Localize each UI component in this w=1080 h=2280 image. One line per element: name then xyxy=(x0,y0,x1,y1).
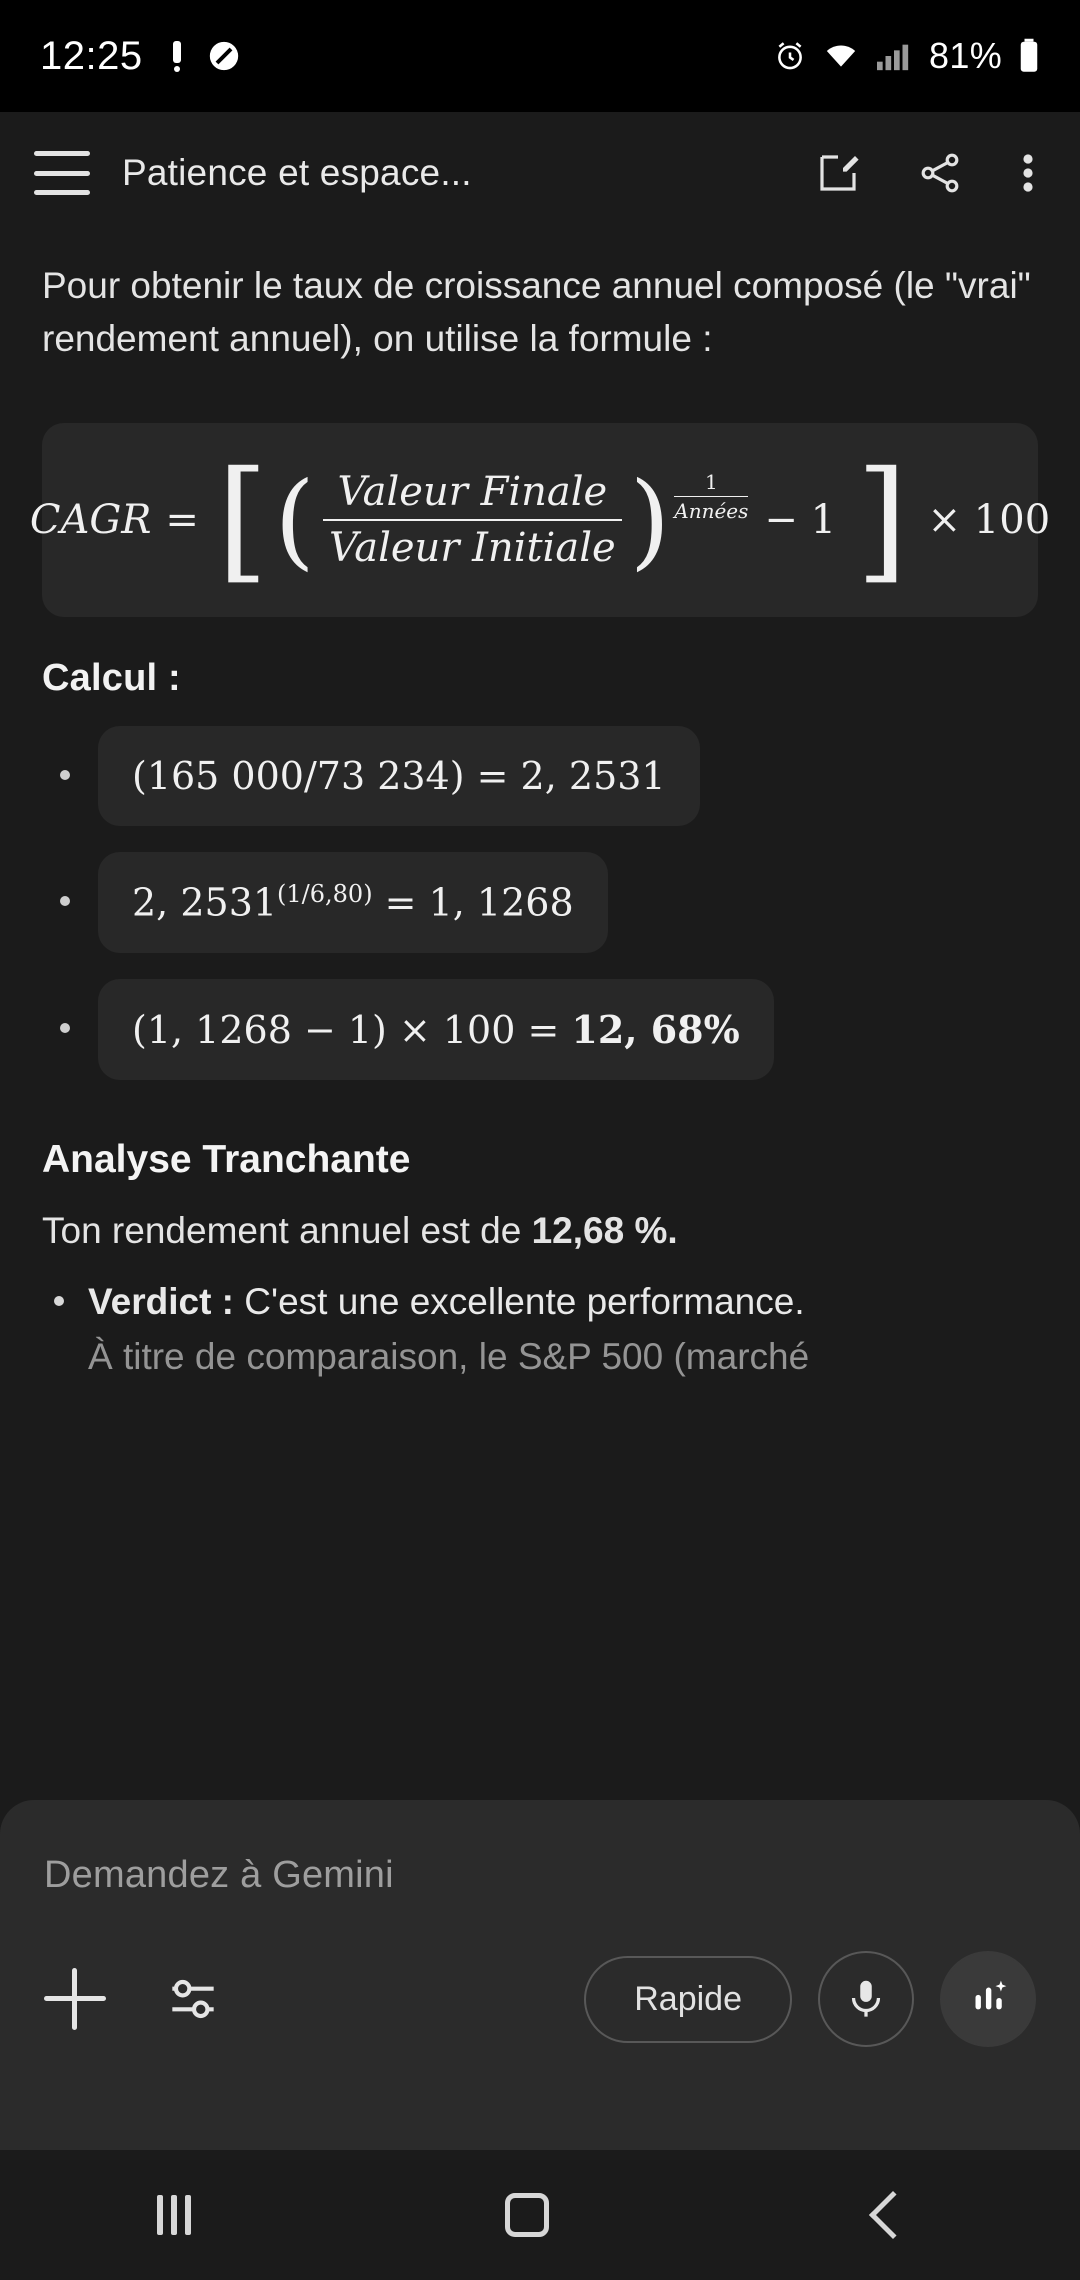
do-not-disturb-icon xyxy=(207,39,241,73)
list-item xyxy=(42,979,1038,1080)
plus-icon[interactable] xyxy=(44,1968,106,2030)
formula-times-100: × 100 xyxy=(927,497,1051,544)
calc-step-2-exponent: (1/6,80) xyxy=(277,880,373,909)
left-paren-icon: ( xyxy=(274,458,315,581)
calc-step-2 xyxy=(98,852,608,953)
microphone-button[interactable] xyxy=(818,1951,914,2047)
sim-icon xyxy=(169,39,185,73)
formula-numerator: Valeur Finale xyxy=(337,469,608,516)
page-title: Patience et espace... xyxy=(122,152,472,193)
calc-step-3-lead: (1, 1268 − 1) × 100 = xyxy=(132,1007,572,1052)
calc-step-3 xyxy=(98,979,774,1080)
exponent-numerator: 1 xyxy=(704,469,718,494)
right-paren-icon: ) xyxy=(629,458,671,581)
analysis-heading: Analyse Tranchante xyxy=(42,1137,411,1181)
status-time: 12:25 xyxy=(40,33,143,78)
share-icon[interactable] xyxy=(916,149,964,197)
cagr-formula xyxy=(29,442,1051,597)
truncated-line: À titre de comparaison, le S&P 500 (marché xyxy=(88,1336,810,1378)
microphone-icon xyxy=(843,1976,889,2022)
exponent-denominator: Années xyxy=(674,496,748,523)
composer-panel[interactable] xyxy=(0,1800,1080,2150)
calc-step-2-rest: = 1, 1268 xyxy=(372,880,574,925)
formula-equals: = xyxy=(165,497,199,544)
formula-minus-one: − 1 xyxy=(764,497,837,544)
analysis-paragraph-text: Ton rendement annuel est de xyxy=(42,1209,532,1251)
overflow-menu-icon[interactable] xyxy=(1018,149,1038,197)
analysis-paragraph xyxy=(42,1210,1038,1252)
verdict-label: Verdict : xyxy=(88,1280,234,1322)
composer-actions xyxy=(44,1951,1036,2047)
formula-fraction xyxy=(323,469,622,571)
list-item xyxy=(42,852,1038,953)
status-bar xyxy=(0,0,1080,112)
status-right-icons xyxy=(773,35,1040,77)
hamburger-icon[interactable] xyxy=(34,151,90,195)
mode-chip-rapide[interactable]: Rapide xyxy=(584,1956,792,2043)
status-left-icons xyxy=(169,39,241,73)
formula-lhs: CAGR xyxy=(29,497,152,544)
formula-exponent xyxy=(674,470,748,523)
gemini-live-button[interactable] xyxy=(940,1951,1036,2047)
signal-icon xyxy=(875,39,913,73)
battery-icon xyxy=(1018,38,1040,74)
system-nav-bar xyxy=(0,2150,1080,2280)
verdict-text: C'est une excellente performance. xyxy=(244,1280,805,1322)
formula-card xyxy=(29,423,1051,617)
conversation-content[interactable] xyxy=(0,234,1080,2280)
bullet-icon xyxy=(60,770,70,780)
composer-right-actions xyxy=(584,1951,1036,2047)
recents-button[interactable] xyxy=(157,2195,191,2235)
wifi-icon xyxy=(823,39,859,73)
calc-step-3-result: 12, 68% xyxy=(571,1006,740,1052)
calc-heading: Calcul : xyxy=(42,657,181,700)
calc-step-1: (165 000/73 234) = 2, 2531 xyxy=(98,726,700,826)
app-bar xyxy=(0,112,1080,234)
calc-steps-list xyxy=(42,726,1038,1080)
back-button[interactable] xyxy=(863,2198,923,2232)
gemini-live-icon xyxy=(963,1974,1013,2024)
tune-icon[interactable] xyxy=(162,1968,224,2030)
analysis-paragraph-value: 12,68 %. xyxy=(531,1209,678,1251)
right-bracket-icon: ] xyxy=(856,442,908,597)
edit-icon[interactable] xyxy=(814,149,862,197)
left-bracket-icon: [ xyxy=(216,442,269,597)
home-button[interactable] xyxy=(505,2193,549,2237)
bullet-icon xyxy=(60,1023,70,1033)
app-bar-actions xyxy=(814,149,1046,197)
bullet-icon xyxy=(60,896,70,906)
calc-step-2-base: 2, 2531 xyxy=(132,880,278,925)
battery-percentage: 81% xyxy=(929,35,1002,76)
verdict-body xyxy=(88,1276,805,1329)
intro-paragraph: Pour obtenir le taux de croissance annuel composé (le "vrai" rendement annuel), on utilise la formule : xyxy=(42,265,1031,359)
formula-denominator: Valeur Initiale xyxy=(323,519,622,571)
prompt-input[interactable]: Demandez à Gemini xyxy=(44,1854,394,1896)
bullet-icon xyxy=(54,1296,64,1306)
alarm-icon xyxy=(773,39,807,73)
list-item xyxy=(42,726,1038,826)
verdict-item xyxy=(42,1276,1038,1329)
